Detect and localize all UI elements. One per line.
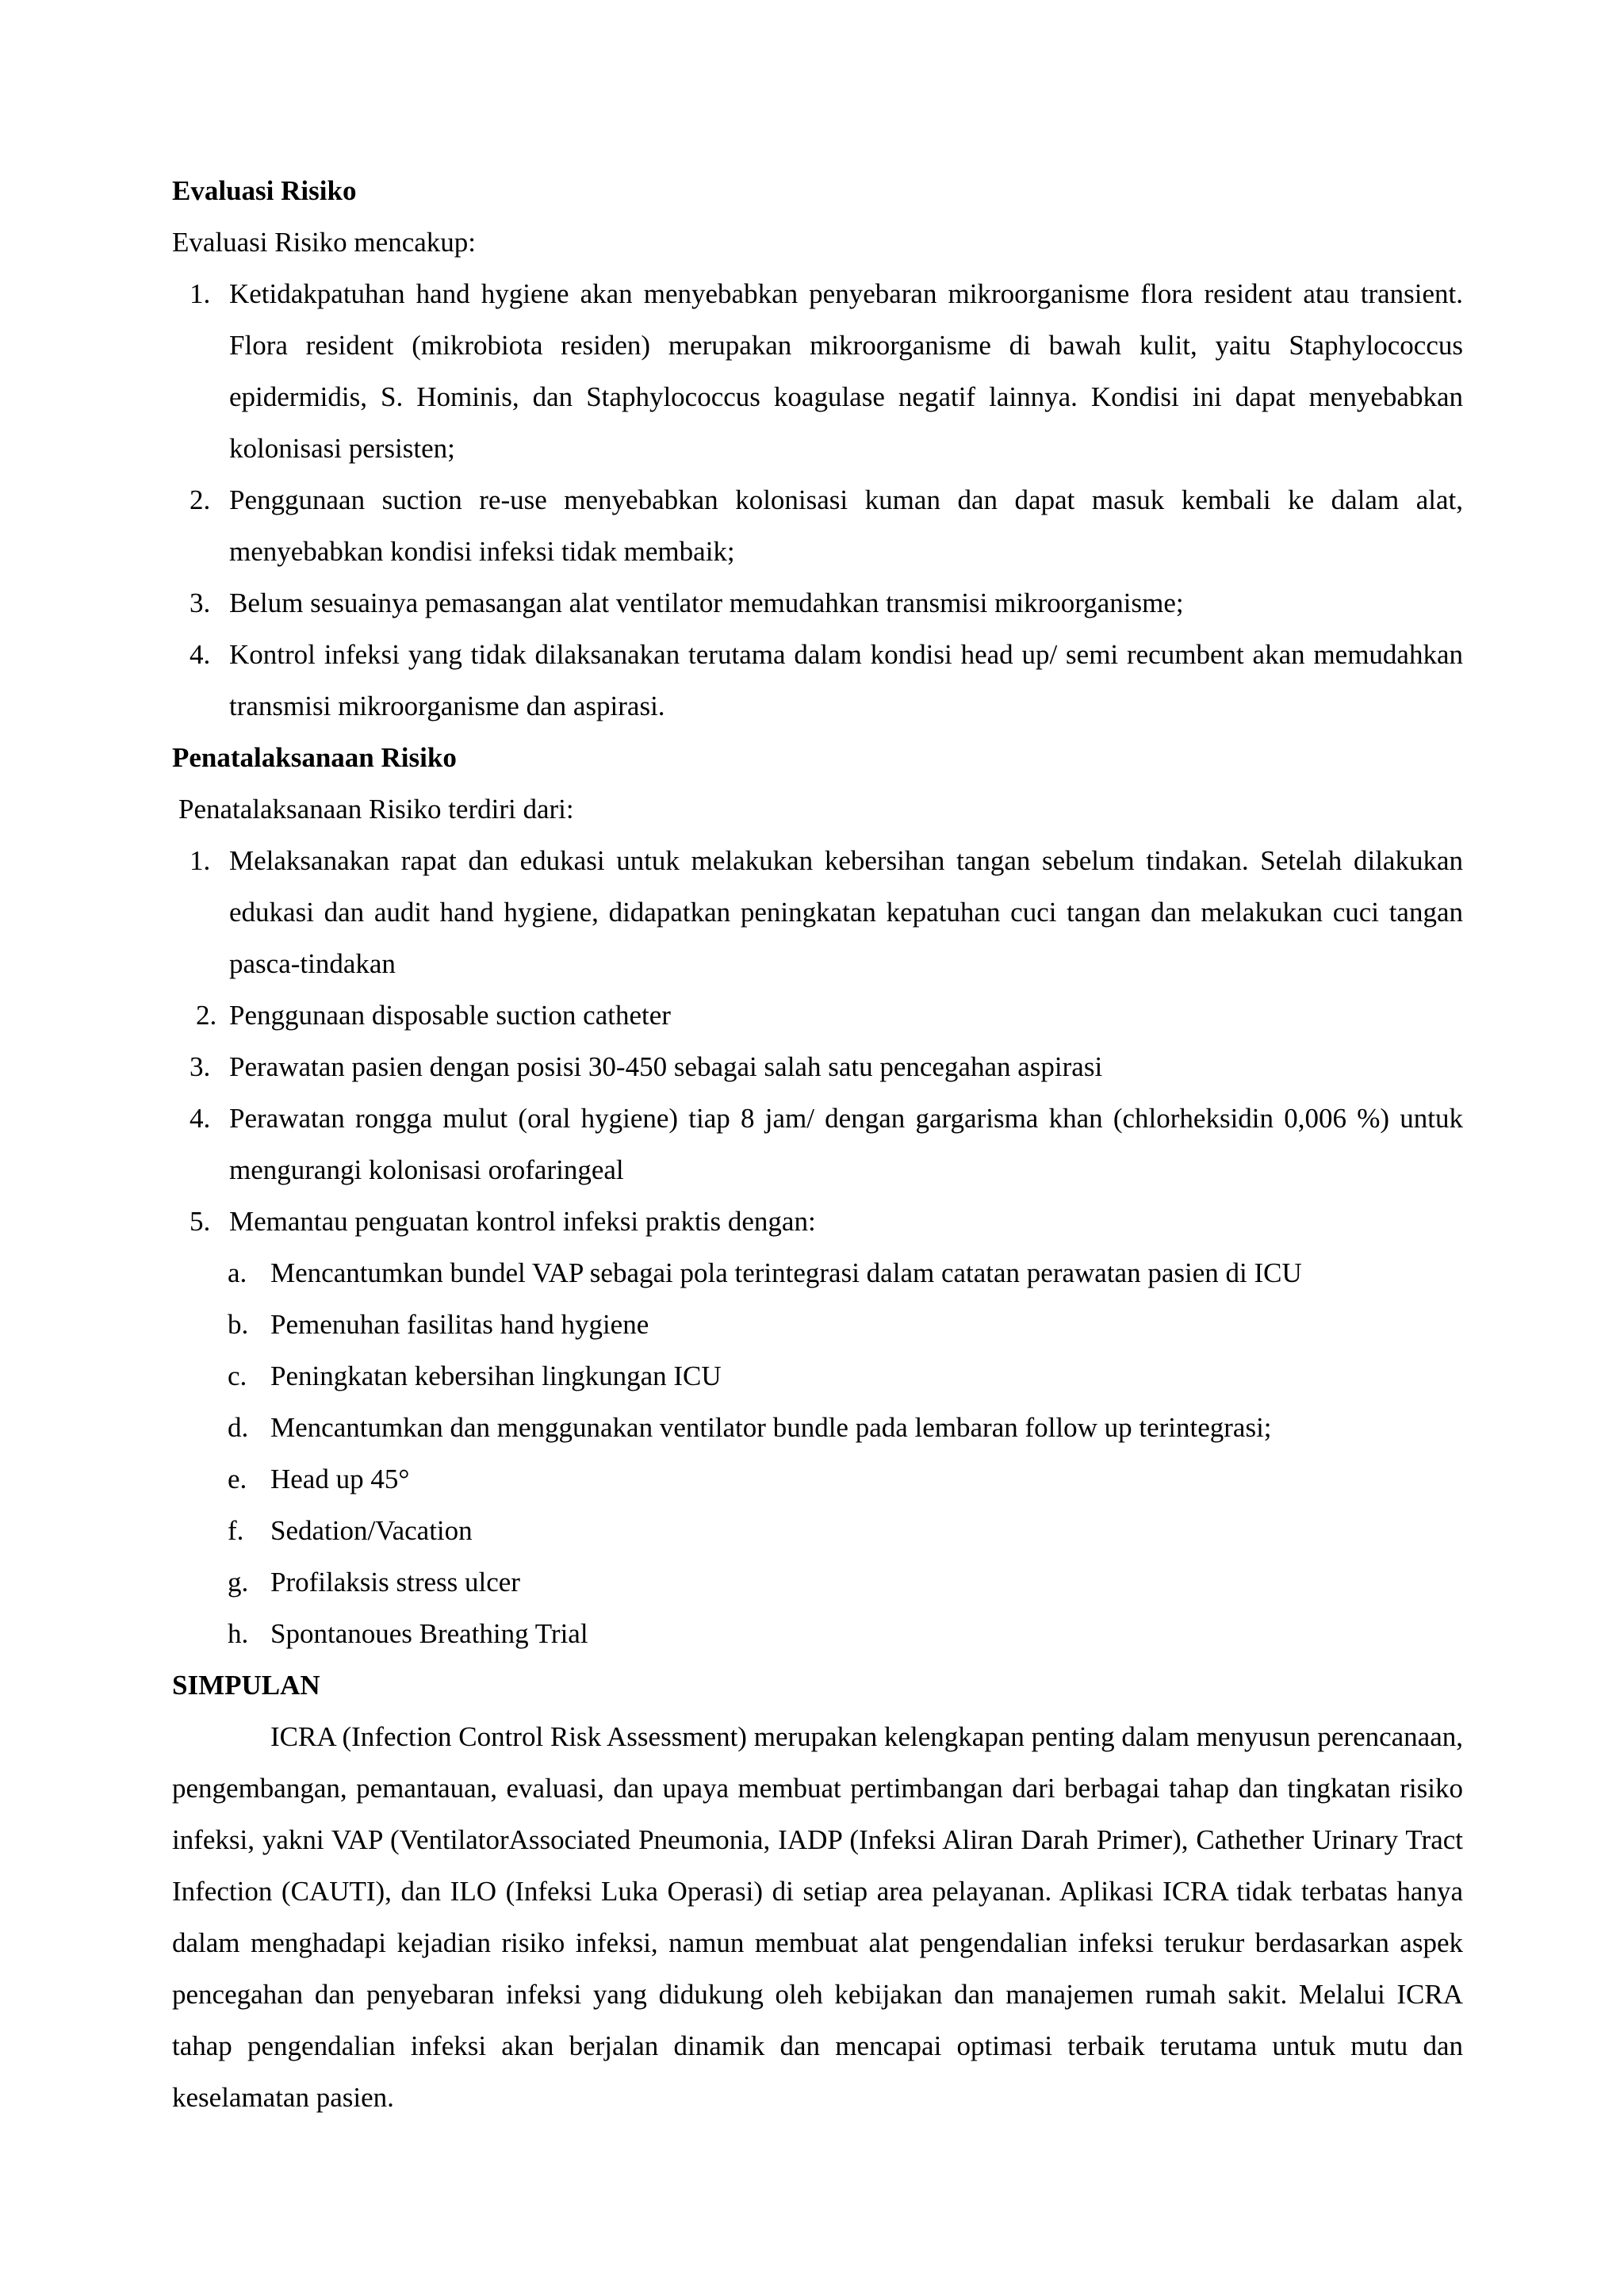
list-item (172, 268, 1463, 474)
sublist-item (172, 1556, 1463, 1608)
sublist-item-text: Mencantumkan dan menggunakan ventilator bundle pada lembaran follow up terintegrasi; (270, 1412, 1272, 1443)
sublist-kontrol-infeksi (172, 1247, 1463, 1659)
list-item-text: Penggunaan disposable suction catheter (229, 1000, 671, 1031)
list-number: 3. (190, 1051, 211, 1082)
paragraph-simpulan: ICRA (Infection Control Risk Assessment) merupakan kelengkapan penting dalam menyusun perencanaan, pengembangan, pemantauan, evaluasi, dan upaya membuat pertimbangan dari berbagai tahap dan tingkatan risiko infeksi, yakni VAP (VentilatorAssociated Pneumonia, IADP (Infeksi Aliran Darah Primer), Cathether Urinary Tract Infection (CAUTI), dan ILO (Infeksi Luka Operasi) di setiap area pelayanan. Aplikasi ICRA tidak terbatas hanya dalam menghadapi kejadian risiko infeksi, namun membuat alat pengendalian infeksi terukur berdasarkan aspek pencegahan dan penyebaran infeksi yang didukung oleh kebijakan dan manajemen rumah sakit. Melalui ICRA tahap pengendalian infeksi akan berjalan dinamik dan mencapai optimasi terbaik terutama untuk mutu dan keselamatan pasien. (172, 1721, 1463, 2113)
sublist-letter: b. (228, 1309, 249, 1340)
sublist-letter: h. (228, 1618, 249, 1649)
heading-evaluasi-risiko: Evaluasi Risiko (172, 175, 357, 206)
list-penatalaksanaan-risiko (172, 835, 1463, 1247)
list-number: 3. (190, 587, 211, 618)
sublist-letter: c. (228, 1360, 247, 1391)
document-body (172, 165, 1463, 2123)
list-item (172, 577, 1463, 629)
intro-evaluasi-risiko: Evaluasi Risiko mencakup: (172, 227, 476, 258)
sublist-item (172, 1505, 1463, 1556)
sublist-item-text: Profilaksis stress ulcer (270, 1567, 520, 1598)
sublist-item-text: Peningkatan kebersihan lingkungan ICU (270, 1360, 722, 1391)
list-number: 1. (190, 278, 211, 309)
list-item-text: Perawatan pasien dengan posisi 30-450 sebagai salah satu pencegahan aspirasi (229, 1051, 1103, 1082)
list-item-text: Belum sesuainya pemasangan alat ventilator memudahkan transmisi mikroorganisme; (229, 587, 1184, 618)
list-item-text: Kontrol infeksi yang tidak dilaksanakan terutama dalam kondisi head up/ semi recumbent akan memudahkan transmisi mikroorganisme dan aspirasi. (229, 639, 1463, 721)
sublist-item (172, 1247, 1463, 1299)
sublist-item (172, 1402, 1463, 1453)
list-item (172, 474, 1463, 577)
sublist-item (172, 1350, 1463, 1402)
sublist-letter: d. (228, 1412, 249, 1443)
sublist-item-text: Spontanoues Breathing Trial (270, 1618, 588, 1649)
intro-penatalaksanaan-risiko: Penatalaksanaan Risiko terdiri dari: (178, 794, 574, 825)
list-number: 1. (190, 845, 211, 876)
list-item-text: Memantau penguatan kontrol infeksi praktis dengan: (229, 1206, 816, 1237)
list-number: 2. (196, 1000, 217, 1031)
list-item-text: Penggunaan suction re-use menyebabkan kolonisasi kuman dan dapat masuk kembali ke dalam alat, menyebabkan kondisi infeksi tidak membaik; (229, 484, 1463, 567)
list-item (172, 989, 1463, 1041)
list-item (172, 835, 1463, 989)
sublist-item (172, 1299, 1463, 1350)
sublist-letter: e. (228, 1464, 247, 1494)
list-number: 4. (190, 639, 211, 670)
list-item (172, 1041, 1463, 1093)
heading-penatalaksanaan-risiko: Penatalaksanaan Risiko (172, 742, 457, 773)
list-number: 5. (190, 1206, 211, 1237)
list-item-text: Ketidakpatuhan hand hygiene akan menyebabkan penyebaran mikroorganisme flora resident atau transient. Flora resident (mikrobiota residen) merupakan mikroorganisme di bawah kulit, yaitu Staphylococcus epidermidis, S. Hominis, dan Staphylococcus koagulase negatif lainnya. Kondisi ini dapat menyebabkan kolonisasi persisten; (229, 278, 1463, 464)
sublist-item (172, 1608, 1463, 1659)
sublist-item-text: Sedation/Vacation (270, 1515, 473, 1546)
list-item (172, 1196, 1463, 1247)
list-number: 4. (190, 1103, 211, 1134)
sublist-letter: g. (228, 1567, 249, 1598)
sublist-item (172, 1453, 1463, 1505)
list-item (172, 629, 1463, 732)
sublist-letter: f. (228, 1515, 244, 1546)
list-evaluasi-risiko (172, 268, 1463, 732)
list-item-text: Melaksanakan rapat dan edukasi untuk melakukan kebersihan tangan sebelum tindakan. Setelah dilakukan edukasi dan audit hand hygiene, didapatkan peningkatan kepatuhan cuci tangan dan melakukan cuci tangan pasca-tindakan (229, 845, 1463, 979)
sublist-item-text: Head up 45° (270, 1464, 410, 1494)
heading-simpulan: SIMPULAN (172, 1670, 320, 1701)
sublist-letter: a. (228, 1257, 247, 1288)
list-item (172, 1093, 1463, 1196)
list-number: 2. (190, 484, 211, 515)
sublist-item-text: Mencantumkan bundel VAP sebagai pola terintegrasi dalam catatan perawatan pasien di ICU (270, 1257, 1302, 1288)
sublist-item-text: Pemenuhan fasilitas hand hygiene (270, 1309, 649, 1340)
list-item-text: Perawatan rongga mulut (oral hygiene) tiap 8 jam/ dengan gargarisma khan (chlorheksidin 0,006 %) untuk mengurangi kolonisasi orofaringeal (229, 1103, 1463, 1185)
